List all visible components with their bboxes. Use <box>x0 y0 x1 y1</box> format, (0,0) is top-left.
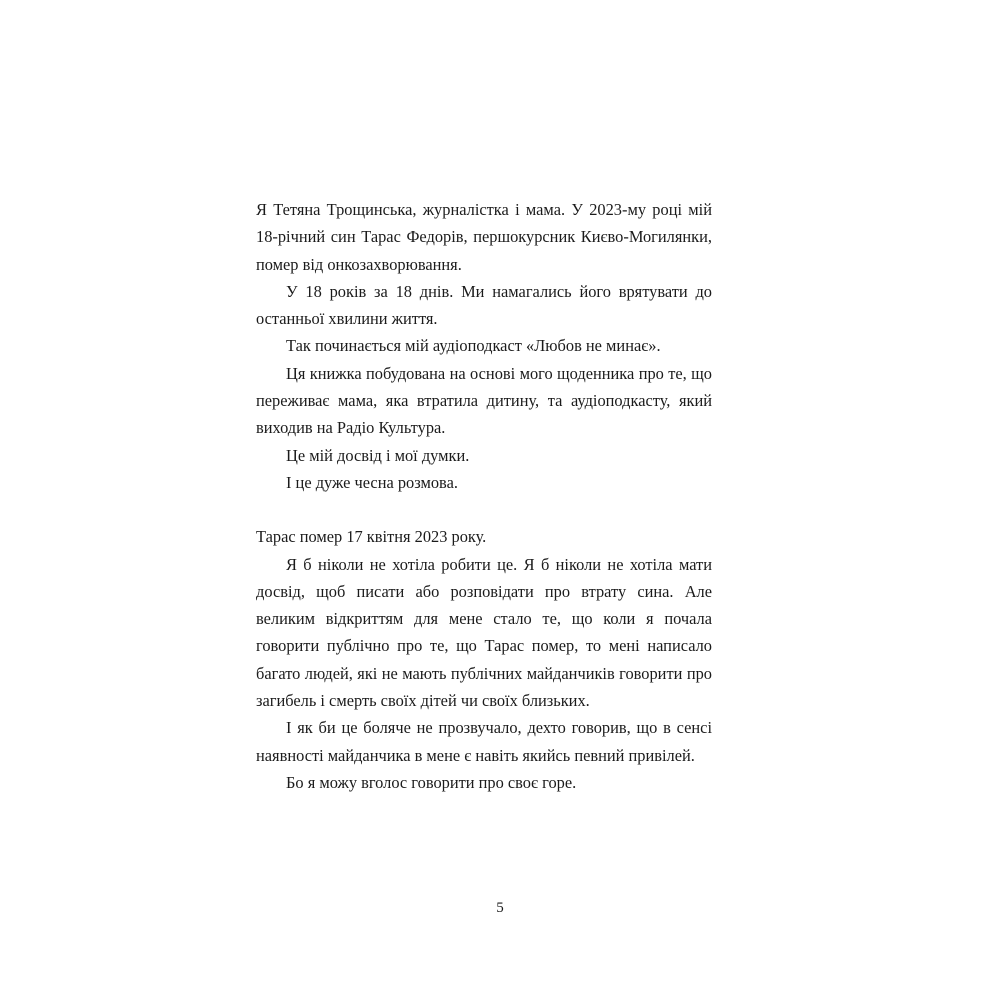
page-number: 5 <box>496 900 504 916</box>
body-text-column <box>256 196 712 796</box>
paragraph-3: Так починається мій аудіоподкаст «Любов не минає». <box>286 336 661 356</box>
paragraph-8: Я б ніколи не хотіла робити це. Я б ніколи не хотіла мати досвід, щоб писати або розповідати про втрату сина. Але великим відкриттям для мене стало те, що коли я почала говорити публічно про те, що Тарас помер, то мені написало багато людей, які не мають публічних майданчиків говорити про загибель і смерть своїх дітей чи своїх близьких. <box>256 554 712 711</box>
paragraph-6: І це дуже чесна розмова. <box>286 472 458 492</box>
paragraph-1: Я Тетяна Трощинська, журналістка і мама. У 2023-му році мій 18-річний син Тарас Федорів, першокурсник Києво-Могилянки, помер від онкозахворювання. <box>256 200 712 274</box>
paragraph-10: Бо я можу вголос говорити про своє горе. <box>286 772 577 792</box>
paragraph-5: Це мій досвід і мої думки. <box>286 445 470 465</box>
paragraph-7: Тарас помер 17 квітня 2023 року. <box>256 527 487 547</box>
paragraph-2: У 18 років за 18 днів. Ми намагались його врятувати до останньої хвилини життя. <box>256 281 712 329</box>
paragraph-9: І як би це боляче не прозвучало, дехто говорив, що в сенсі наявності майданчика в мене є навіть якийсь певний привілей. <box>256 718 712 765</box>
paragraph-4: Ця книжка побудована на основі мого щоденника про те, що переживає мама, яка втратила дитину, та аудіоподкасту, який виходив на Радіо Культура. <box>256 363 712 438</box>
